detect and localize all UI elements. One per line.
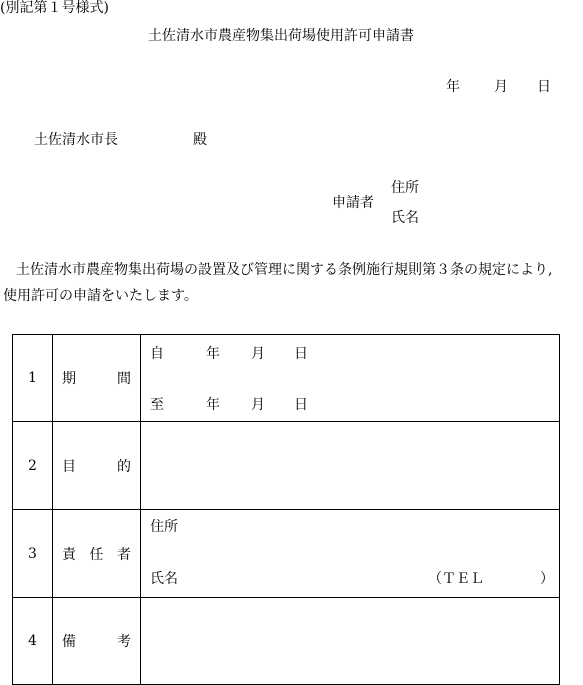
responsible-name-label: 氏名 — [150, 571, 178, 587]
responsible-input-cell[interactable] — [141, 510, 560, 598]
row-number: 3 — [13, 510, 53, 598]
from-month-label: 月 — [251, 346, 265, 362]
to-month-label: 月 — [251, 397, 265, 413]
row-number: 4 — [13, 598, 53, 685]
row-label-remarks: 備 考 — [53, 598, 141, 685]
table-row-remarks — [13, 598, 560, 685]
body-line-1: 土佐清水市農産物集出荷場の設置及び管理に関する条例施行規則第３条の規定により, — [16, 262, 553, 278]
form-number: (別記第１号様式) — [0, 0, 109, 16]
row-number: 2 — [13, 422, 53, 510]
applicant-label: 申請者 — [332, 195, 374, 211]
row-number: 1 — [13, 335, 53, 422]
row-label-responsible: 責 任 者 — [53, 510, 141, 598]
body-line-2: 使用許可の申請をいたします。 — [3, 288, 198, 304]
from-year-label: 年 — [206, 346, 220, 362]
table-row-purpose — [13, 422, 560, 510]
applicant-name-label: 氏名 — [391, 210, 419, 226]
table-row-period — [13, 335, 560, 422]
remarks-input-cell[interactable] — [141, 598, 560, 685]
period-input-cell[interactable] — [141, 335, 560, 422]
addressee-name: 土佐清水市長 — [34, 132, 118, 148]
date-year: 年 — [446, 79, 460, 95]
from-day-label: 日 — [294, 346, 308, 362]
addressee-honorific: 殿 — [193, 132, 207, 148]
date-month: 月 — [494, 79, 508, 95]
date-day: 日 — [537, 79, 551, 95]
row-label-purpose: 目 的 — [53, 422, 141, 510]
to-year-label: 年 — [206, 397, 220, 413]
row-label-period: 期 間 — [53, 335, 141, 422]
application-table — [12, 334, 560, 685]
purpose-input-cell[interactable] — [141, 422, 560, 510]
table-row-responsible — [13, 510, 560, 598]
applicant-address-label: 住所 — [391, 180, 419, 196]
to-label: 至 — [150, 397, 164, 413]
page-title: 土佐清水市農産物集出荷場使用許可申請書 — [148, 28, 414, 44]
tel-label: （ＴＥＬ ） — [428, 571, 554, 587]
responsible-address-label: 住所 — [150, 519, 178, 535]
to-day-label: 日 — [294, 397, 308, 413]
from-label: 自 — [150, 346, 164, 362]
